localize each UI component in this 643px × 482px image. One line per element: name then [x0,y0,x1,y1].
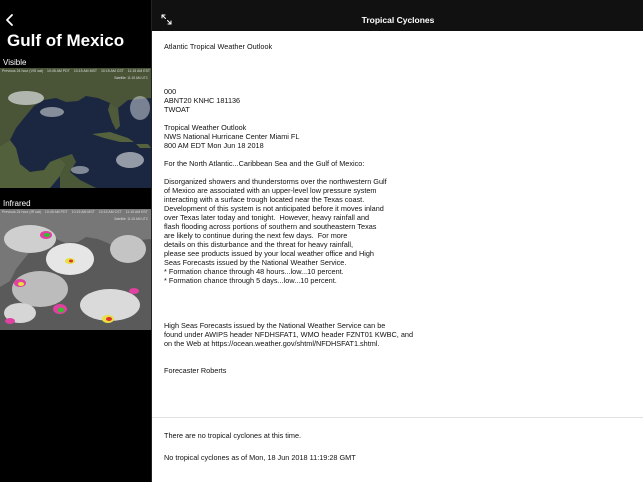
tropical-outlook-text: Atlantic Tropical Weather Outlook 000 ABNT20 KNHC 181136 TWOAT Tropical Weather Outlook NWS National Hurricane Center Miami FL 800 AM EDT Mon Jun 18 2018 For the North Atlantic...Caribbean Sea and the Gulf of Mexico: Disorganized showers and thunderstorms over the northwestern Gulf of Mexico are associated with an upper-level low pressure system interacting with a surface trough located near the Texas coast. Development of this system is not anticipated before it moves inland over Texas later today and tonight. However, heavy rainfall and flash flooding across portions of southern and southeastern Texas are likely to continue during the next few days. For more details on this disturbance and the threat for heavy rainfall, please see products issued by your local weather office and High Seas Forecasts issued by the National Weather Service. * Formation chance through 48 hours...low...10 percent. * Formation chance through 5 days...low...10 percent. High Seas Forecasts issued by the National Weather Service can be found under AWIPS header NFDHSFAT1, WMO header FZNT01 KWBC, and on the Web at https://ocean.weather.gov/shtml/NFDHSFAT1.shtml. Forecaster Roberts [164,42,413,375]
caption-part: Previous 24 hour (IR sat) [2,210,41,214]
back-chevron-icon[interactable] [4,13,16,27]
caption-part: 10:15 AM CST [100,69,124,73]
no-cyclones-message: There are no tropical cyclones at this time. [164,431,302,440]
visible-satellite-image[interactable] [0,68,151,188]
infrared-image-caption [2,210,149,214]
visible-label: Visible [3,58,27,67]
caption-part: 10:15 AM MST [73,69,97,73]
visible-image-caption [2,69,149,73]
caption-part: 11:15 AM EST [125,210,148,214]
visible-satellite-map [0,68,151,188]
caption-part: 10:45 AM PDT [44,210,68,214]
region-title: Gulf of Mexico [7,31,125,50]
caption-part: 11:15 AM EST [127,69,151,73]
divider [152,417,643,418]
infrared-satellite-image[interactable] [0,209,151,330]
caption-part: 10:15 AM MST [71,210,95,214]
infrared-image-credit: Satellite: 11:15 AM UTC [114,217,148,221]
caption-part: Previous 24 hour (VIS sat) [2,69,44,73]
cyclones-as-of-message: No tropical cyclones as of Mon, 18 Jun 2018 11:19:28 GMT [164,453,356,462]
nav-bar [152,0,643,31]
caption-part: 10:15 AM CST [98,210,122,214]
visible-image-credit: Satellite: 11:15 AM UTC [114,76,148,80]
infrared-label: Infrared [3,199,31,208]
detail-pane [151,0,643,482]
caption-part: 10:45 AM PDT [47,69,70,73]
infrared-satellite-map [0,209,151,330]
nav-title: Tropical Cyclones [361,15,435,25]
region-sidebar [0,0,151,482]
